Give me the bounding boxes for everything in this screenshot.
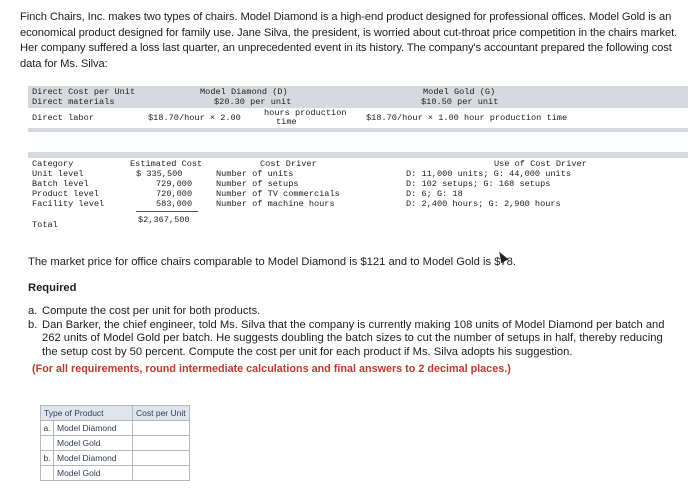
- gold-materials: $10.50 per unit: [421, 97, 499, 107]
- answer-header-row: [41, 406, 190, 421]
- group-letter: a.: [41, 421, 54, 436]
- gold-labor: $18.70/hour × 1.00 hour production time: [366, 113, 568, 123]
- label-direct-labor: Direct labor: [32, 113, 94, 123]
- driver-cell: Number of machine hours: [216, 199, 335, 209]
- rounding-note: (For all requirements, round intermediate calculations and final answers to 2 decimal places.): [32, 363, 511, 375]
- product-label: Model Diamond: [54, 421, 133, 436]
- category-cell: Facility level: [32, 199, 105, 209]
- cost-cell: 720,000: [156, 189, 193, 199]
- required-heading: Required: [28, 282, 77, 294]
- header-category: Category: [32, 159, 74, 169]
- total-value: $2,367,500: [138, 215, 190, 225]
- header-estimated-cost: Estimated Cost: [130, 159, 203, 169]
- market-price-text: The market price for office chairs comparable to Model Diamond is $121 and to Model Gold is $78.: [28, 256, 516, 268]
- answer-row: [41, 436, 190, 451]
- cost-cell: $ 335,500: [136, 169, 183, 179]
- category-cell: Unit level: [32, 169, 84, 179]
- product-label: Model Gold: [54, 466, 133, 481]
- use-cell: D: 2,400 hours; G: 2,900 hours: [406, 199, 561, 209]
- answer-table: [40, 405, 190, 481]
- problem-intro: Finch Chairs, Inc. makes two types of chairs. Model Diamond is a high-end product designed for professional offices. Model Gold is an economical product designed for family use. Jane Silva, the president, is worried about cut-throat price competition in the chairs market. Her company suffered a loss last quarter, an unprecedented event in its history. The company's accountant prepared the following cost data for Ms. Silva:: [20, 11, 678, 70]
- product-label: Model Diamond: [54, 451, 133, 466]
- requirement-text: Dan Barker, the chief engineer, told Ms. Silva that the company is currently making 108 units of Model Diamond per batch and 262 units of Model Gold per batch. He suggests doubling the batch sizes to cut the number of setups in half, thereby reducing the setup cost by 50 percent. Compute the cost per unit for each product if Ms. Silva adopts his suggestion.: [42, 318, 665, 358]
- divider-band: [28, 128, 688, 132]
- group-letter: b.: [41, 451, 54, 466]
- cost-cell: 583,000: [156, 199, 193, 209]
- use-cell: D: 11,000 units; G: 44,000 units: [406, 169, 572, 179]
- group-letter-empty: [41, 436, 54, 451]
- requirement-a: [28, 305, 678, 319]
- use-cell: D: 6; G: 18: [406, 189, 463, 199]
- product-label: Model Gold: [54, 436, 133, 451]
- cost-input-cell[interactable]: [133, 466, 190, 481]
- requirement-label: b.: [28, 318, 38, 331]
- header-model-gold: Model Gold (G): [423, 87, 496, 97]
- answer-row: [41, 421, 190, 436]
- header-type-of-product: Type of Product: [41, 406, 133, 421]
- header-direct-cost: Direct Cost per Unit: [32, 87, 136, 97]
- requirement-b: [28, 319, 678, 360]
- diamond-labor-hours: hours production: [264, 108, 347, 118]
- cost-input-cell[interactable]: [133, 436, 190, 451]
- group-letter-empty: [41, 466, 54, 481]
- requirement-label: a.: [28, 305, 38, 317]
- header-cost-per-unit: Cost per Unit: [133, 406, 190, 421]
- header-model-diamond: Model Diamond (D): [200, 87, 288, 97]
- cost-input-cell[interactable]: [133, 421, 190, 436]
- category-cell: Product level: [32, 189, 100, 199]
- answer-row: [41, 466, 190, 481]
- cost-input-cell[interactable]: [133, 451, 190, 466]
- header-use-of-cost-driver: Use of Cost Driver: [494, 159, 587, 169]
- category-cell: Batch level: [32, 179, 89, 189]
- total-label: Total: [32, 220, 58, 230]
- answer-row: [41, 451, 190, 466]
- driver-cell: Number of setups: [216, 179, 299, 189]
- diamond-labor-time: time: [276, 117, 297, 127]
- diamond-labor-rate: $18.70/hour × 2.00: [148, 113, 241, 123]
- header-band-top: [28, 152, 688, 158]
- cost-cell: 729,000: [156, 179, 193, 189]
- total-rule: [136, 211, 198, 212]
- driver-cell: Number of TV commercials: [216, 189, 340, 199]
- requirement-text: Compute the cost per unit for both products.: [42, 305, 261, 317]
- driver-cell: Number of units: [216, 169, 294, 179]
- header-cost-driver: Cost Driver: [260, 159, 317, 169]
- diamond-materials: $20.30 per unit: [214, 97, 292, 107]
- requirements-list: [28, 305, 678, 359]
- use-cell: D: 102 setups; G: 168 setups: [406, 179, 551, 189]
- label-direct-materials: Direct materials: [32, 97, 115, 107]
